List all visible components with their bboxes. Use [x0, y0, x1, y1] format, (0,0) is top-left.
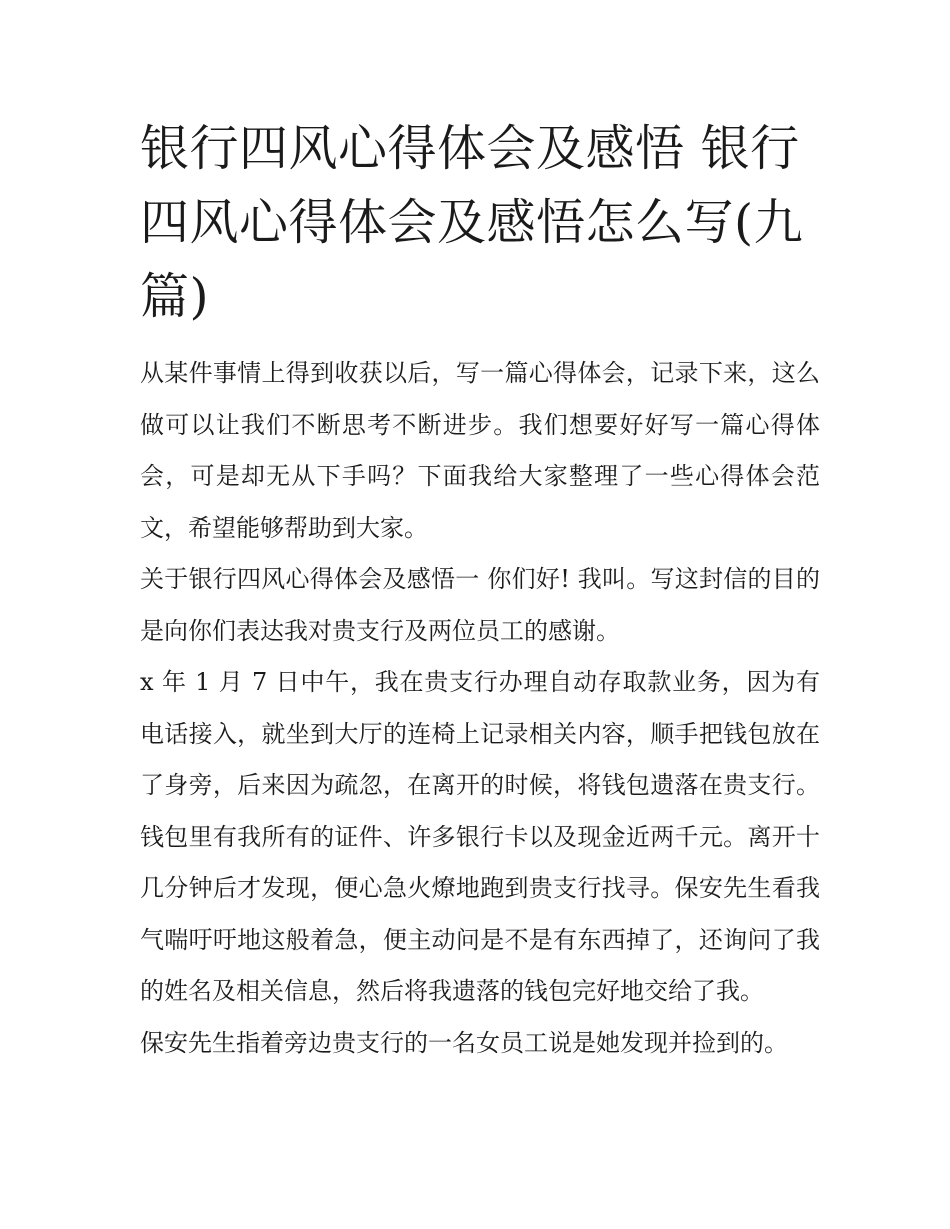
document-title: 银行四风心得体会及感悟 银行四风心得体会及感悟怎么写(九篇) — [140, 120, 804, 325]
paragraph-incident: x 年 1 月 7 日中午，我在贵支行办理自动存取款业务，因为有电话接入，就坐到大厅的连椅上记录相关内容，顺手把钱包放在了身旁，后来因为疏忽，在离开的时候，将钱包遗落在贵支行。钱包里有我所有的证件、许多银行卡以及现金近两千元。离开十几分钟后才发现，便心急火燎地跑到贵支行找寻。保安先生看我气喘吁吁地这般着急，便主动问是不是有东西掉了，还询问了我的姓名及相关信息，然后将我遗落的钱包完好地交给了我。 — [140, 668, 820, 1005]
paragraph-letter-opening: 关于银行四风心得体会及感悟一 你们好! 我叫。写这封信的目的是向你们表达我对贵支行及两位员工的感谢。 — [140, 565, 820, 645]
paragraph-finder: 保安先生指着旁边贵支行的一名女员工说是她发现并捡到的。 — [140, 1028, 788, 1057]
document-body — [140, 112, 820, 1069]
paragraph-intro: 从某件事情上得到收获以后，写一篇心得体会，记录下来，这么做可以让我们不断思考不断进步。我们想要好好写一篇心得体会，可是却无从下手吗？下面我给大家整理了一些心得体会范文，希望能够帮助到大家。 — [140, 359, 820, 542]
